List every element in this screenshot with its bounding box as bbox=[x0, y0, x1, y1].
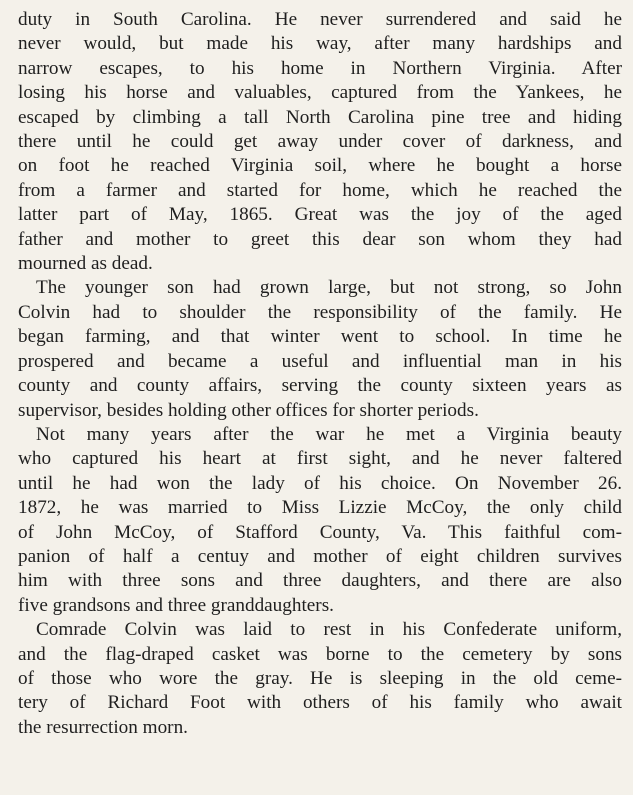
paragraph-marriage bbox=[18, 423, 622, 618]
text-line: losing his horse and valuables, captured from the Yankees, he bbox=[18, 82, 622, 104]
text-line: of those who wore the gray. He is sleeping in the old ceme- bbox=[18, 667, 622, 689]
text-line: supervisor, besides holding other offices for shorter periods. bbox=[18, 399, 479, 421]
text-line: and the flag-draped casket was borne to the cemetery by sons bbox=[18, 643, 622, 665]
text-line: of John McCoy, of Stafford County, Va. This faithful com- bbox=[18, 521, 622, 543]
text-line: tery of Richard Foot with others of his family who await bbox=[18, 692, 622, 714]
paragraph-escape-home bbox=[18, 8, 622, 276]
text-line: narrow escapes, to his home in Northern Virginia. After bbox=[18, 57, 622, 79]
text-line: from a farmer and started for home, which he reached the bbox=[18, 179, 622, 201]
text-line: Colvin had to shoulder the responsibility of the family. He bbox=[18, 301, 622, 323]
text-line: latter part of May, 1865. Great was the joy of the aged bbox=[18, 204, 622, 226]
text-line: never would, but made his way, after many hardships and bbox=[18, 33, 622, 55]
text-line: him with three sons and three daughters, and there are also bbox=[18, 570, 622, 592]
text-line: five grandsons and three granddaughters. bbox=[18, 594, 334, 616]
text-line: Not many years after the war he met a Virginia beauty bbox=[36, 423, 622, 445]
document-page bbox=[18, 8, 622, 740]
text-line: escaped by climbing a tall North Carolina pine tree and hiding bbox=[18, 106, 622, 128]
text-line: there until he could get away under cover of darkness, and bbox=[18, 131, 622, 153]
paragraph-family-responsibility bbox=[18, 276, 622, 422]
text-line: 1872, he was married to Miss Lizzie McCoy, the only child bbox=[18, 497, 622, 519]
text-line: began farming, and that winter went to school. In time he bbox=[18, 326, 622, 348]
text-line: county and county affairs, serving the county sixteen years as bbox=[18, 375, 622, 397]
text-line: the resurrection morn. bbox=[18, 716, 188, 738]
text-line: prospered and became a useful and influential man in his bbox=[18, 350, 622, 372]
text-line: who captured his heart at first sight, and he never faltered bbox=[18, 448, 622, 470]
text-line: panion of half a centuy and mother of eight children survives bbox=[18, 545, 622, 567]
text-line: on foot he reached Virginia soil, where he bought a horse bbox=[18, 155, 622, 177]
text-line: Comrade Colvin was laid to rest in his Confederate uniform, bbox=[36, 619, 622, 641]
text-line: The younger son had grown large, but not strong, so John bbox=[36, 277, 622, 299]
text-line: mourned as dead. bbox=[18, 253, 153, 275]
text-line: duty in South Carolina. He never surrendered and said he bbox=[18, 9, 622, 30]
text-line: father and mother to greet this dear son whom they had bbox=[18, 228, 622, 250]
paragraph-burial bbox=[18, 618, 622, 740]
text-line: until he had won the lady of his choice. On November 26. bbox=[18, 472, 622, 494]
